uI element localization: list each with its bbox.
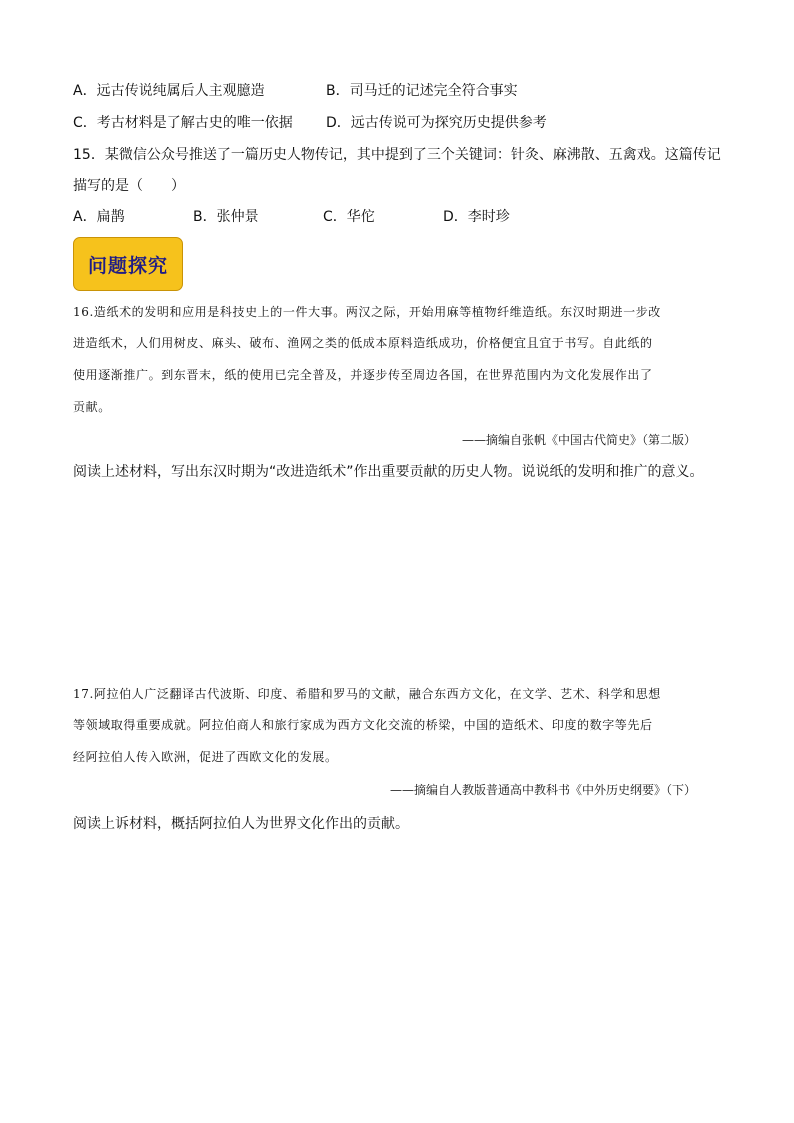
q16-question: 阅读上述材料，写出东汉时期为“改进造纸术”作出重要贡献的历史人物。说说纸的发明和推广的意义。: [73, 464, 704, 480]
q15-option-a: A．扁鹊: [73, 209, 125, 225]
q17-source: ——摘编自人教版普通高中教科书《中外历史纲要》（下）: [389, 783, 696, 797]
q15-option-d: D．李时珍: [443, 209, 510, 225]
q16-material-line: 贡献。: [73, 400, 111, 414]
q15-option-b: B．张仲景: [193, 209, 259, 225]
q15-option-c: C．华佗: [323, 209, 375, 225]
section-badge-label: 问题探究: [87, 254, 168, 277]
q14-option-d: D．远古传说可为探究历史提供参考: [326, 115, 547, 131]
q16-source: ——摘编自张帆《中国古代简史》（第二版）: [461, 433, 696, 447]
q16-material-line: 使用逐渐推广。到东晋末，纸的使用已完全普及，并逐步传至周边各国，在世界范围内为文化发展作出了: [73, 368, 653, 382]
q15-stem-line2: 描写的是（ ）: [73, 178, 185, 194]
q17-material-line: 等领域取得重要成就。阿拉伯商人和旅行家成为西方文化交流的桥梁，中国的造纸术、印度的数字等先后: [73, 718, 653, 732]
q14-option-a: A．远古传说纯属后人主观臆造: [73, 83, 265, 99]
q17-question: 阅读上诉材料，概括阿拉伯人为世界文化作出的贡献。: [73, 816, 409, 832]
q17-material-line: 17.阿拉伯人广泛翻译古代波斯、印度、希腊和罗马的文献，融合东西方文化，在文学、艺术、科学和思想: [73, 687, 661, 701]
q14-option-b: B．司马迁的记述完全符合事实: [326, 83, 518, 99]
section-badge: [73, 237, 183, 291]
q14-option-c: C．考古材料是了解古史的唯一依据: [73, 115, 293, 131]
q15-stem-line1: 15．某微信公众号推送了一篇历史人物传记，其中提到了三个关键词：针灸、麻沸散、五禽戏。这篇传记: [73, 147, 721, 163]
q17-material-line: 经阿拉伯人传入欧洲，促进了西欧文化的发展。: [73, 750, 338, 764]
q16-material-line: 进造纸术，人们用树皮、麻头、破布、渔网之类的低成本原料造纸成功，价格便宜且宜于书写。自此纸的: [73, 336, 653, 350]
q16-material-line: 16.造纸术的发明和应用是科技史上的一件大事。两汉之际，开始用麻等植物纤维造纸。东汉时期进一步改: [73, 305, 661, 319]
